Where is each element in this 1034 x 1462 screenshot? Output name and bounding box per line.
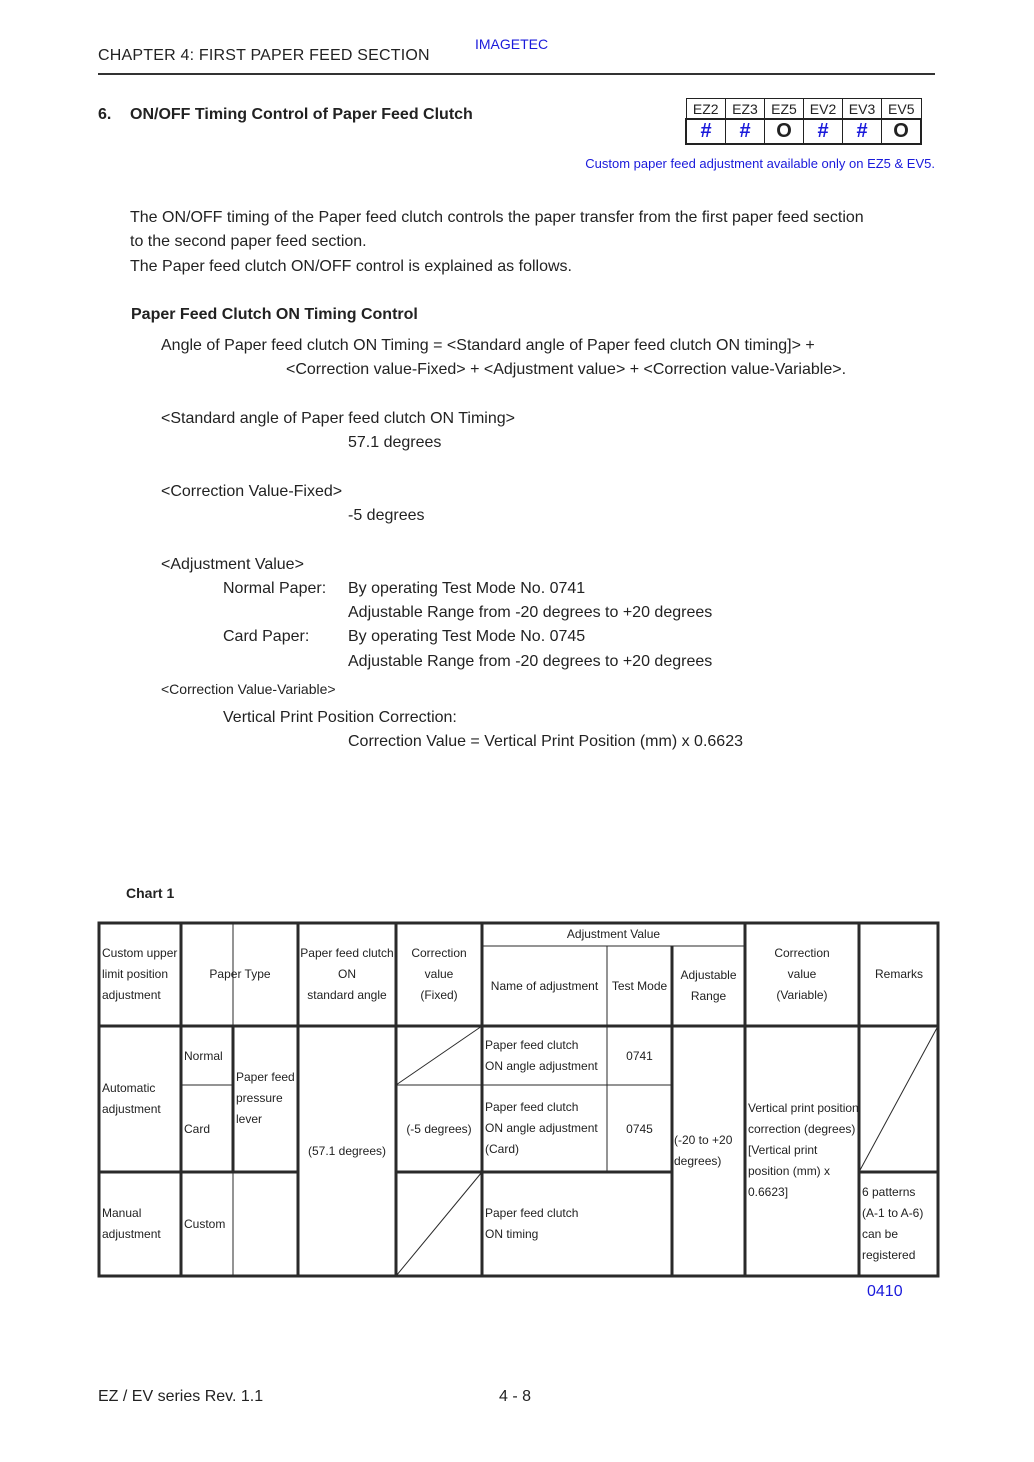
vertical-print-label: Vertical Print Position Correction: bbox=[223, 709, 457, 726]
timing-adjustment-name: Paper feed clutch ON timing bbox=[485, 1206, 579, 1241]
formula-line: <Correction value-Fixed> + <Adjustment value> + <Correction value-Variable>. bbox=[286, 361, 847, 378]
variable-correction-label: <Correction Value-Variable> bbox=[161, 681, 336, 697]
page-number: 4 - 8 bbox=[499, 1388, 532, 1405]
header-divider bbox=[98, 73, 935, 75]
header-standard-angle: Paper feed clutch ON standard angle bbox=[300, 946, 394, 1002]
normal-paper-label: Normal Paper: bbox=[223, 580, 327, 597]
normal-test-mode: 0741 bbox=[626, 1049, 653, 1063]
section-title-text: ON/OFF Timing Control of Paper Feed Clutch bbox=[130, 106, 473, 123]
header-adjustment-name: Name of adjustment bbox=[490, 979, 599, 993]
model-mark: # bbox=[686, 119, 726, 144]
row-automatic-label: Automatic adjustment bbox=[102, 1081, 161, 1116]
normal-paper-line: Adjustable Range from -20 degrees to +20 degrees bbox=[348, 604, 713, 621]
vertical-print-formula: Correction Value = Vertical Print Position (mm) x 0.6623 bbox=[348, 733, 743, 750]
brand-label: IMAGETEC bbox=[475, 36, 549, 52]
row-manual-label: Manual adjustment bbox=[102, 1206, 161, 1241]
header-variable-correction: Correction value (Variable) bbox=[774, 946, 830, 1002]
model-mark: O bbox=[765, 119, 804, 144]
patterns-remark: 6 patterns (A-1 to A-6) can be registered bbox=[862, 1185, 924, 1262]
normal-paper-line: By operating Test Mode No. 0741 bbox=[348, 580, 586, 597]
model-compatibility-table bbox=[685, 98, 922, 145]
model-mark: # bbox=[726, 119, 765, 144]
card-paper-line: By operating Test Mode No. 0745 bbox=[348, 628, 586, 645]
intro-line: The ON/OFF timing of the Paper feed clutch controls the paper transfer from the first paper feed section bbox=[130, 209, 864, 226]
model-name: EV5 bbox=[882, 99, 922, 120]
model-name: EZ2 bbox=[686, 99, 726, 120]
card-paper-line: Adjustable Range from -20 degrees to +20 degrees bbox=[348, 653, 713, 670]
subsection-title: Paper Feed Clutch ON Timing Control bbox=[131, 306, 418, 323]
model-name: EZ3 bbox=[726, 99, 765, 120]
row-normal-label: Normal bbox=[184, 1049, 223, 1063]
card-adjustment-name: Paper feed clutch ON angle adjustment (Card) bbox=[485, 1100, 598, 1156]
reference-code: 0410 bbox=[867, 1283, 903, 1300]
custom-adjustment-note: Custom paper feed adjustment available only on EZ5 & EV5. bbox=[585, 156, 935, 171]
header-adjustable-range: Adjustable Range bbox=[680, 968, 737, 1003]
header-paper-type: Paper Type bbox=[209, 967, 271, 981]
model-name: EV2 bbox=[804, 99, 843, 120]
intro-line: The Paper feed clutch ON/OFF control is explained as follows. bbox=[130, 258, 572, 275]
card-test-mode: 0745 bbox=[626, 1122, 653, 1136]
model-mark: # bbox=[843, 119, 882, 144]
card-paper-label: Card Paper: bbox=[223, 628, 310, 645]
row-custom-label: Custom bbox=[184, 1217, 226, 1231]
header-remarks: Remarks bbox=[874, 967, 923, 981]
header-custom-upper: Custom upper limit position adjustment bbox=[102, 946, 178, 1002]
header-test-mode: Test Mode bbox=[611, 979, 668, 993]
fixed-correction-value: -5 degrees bbox=[348, 507, 425, 524]
normal-adjustment-name: Paper feed clutch ON angle adjustment bbox=[485, 1038, 598, 1073]
row-card-label: Card bbox=[184, 1122, 211, 1136]
chart-label: Chart 1 bbox=[126, 885, 175, 901]
section-number: 6. bbox=[98, 106, 112, 123]
header-adjustment-value: Adjustment Value bbox=[566, 927, 661, 941]
adjustment-value-label: <Adjustment Value> bbox=[161, 556, 304, 573]
model-name: EZ5 bbox=[765, 99, 804, 120]
section-title bbox=[98, 106, 473, 124]
model-mark: # bbox=[804, 119, 843, 144]
model-name: EV3 bbox=[843, 99, 882, 120]
footer-series: EZ / EV series Rev. 1.1 bbox=[98, 1388, 264, 1405]
standard-angle-label: <Standard angle of Paper feed clutch ON Timing> bbox=[161, 410, 515, 427]
fixed-correction-label: <Correction Value-Fixed> bbox=[161, 483, 343, 500]
variable-correction-cell: Vertical print position correction (degrees) [Vertical print position (mm) x 0.6623] bbox=[748, 1101, 859, 1199]
standard-angle-value: 57.1 degrees bbox=[348, 434, 442, 451]
fixed-correction-cell: (-5 degrees) bbox=[406, 1122, 472, 1136]
adjustable-range-cell: (-20 to +20 degrees) bbox=[674, 1133, 733, 1168]
intro-line: to the second paper feed section. bbox=[130, 233, 367, 250]
formula-line: Angle of Paper feed clutch ON Timing = <Standard angle of Paper feed clutch ON timing]> + bbox=[161, 337, 815, 354]
model-mark: O bbox=[882, 119, 922, 144]
standard-angle-cell: (57.1 degrees) bbox=[307, 1144, 387, 1158]
row-lever-label: Paper feed pressure lever bbox=[236, 1070, 295, 1126]
header-fixed-correction: Correction value (Fixed) bbox=[411, 946, 467, 1002]
chapter-title: CHAPTER 4: FIRST PAPER FEED SECTION bbox=[98, 47, 430, 64]
